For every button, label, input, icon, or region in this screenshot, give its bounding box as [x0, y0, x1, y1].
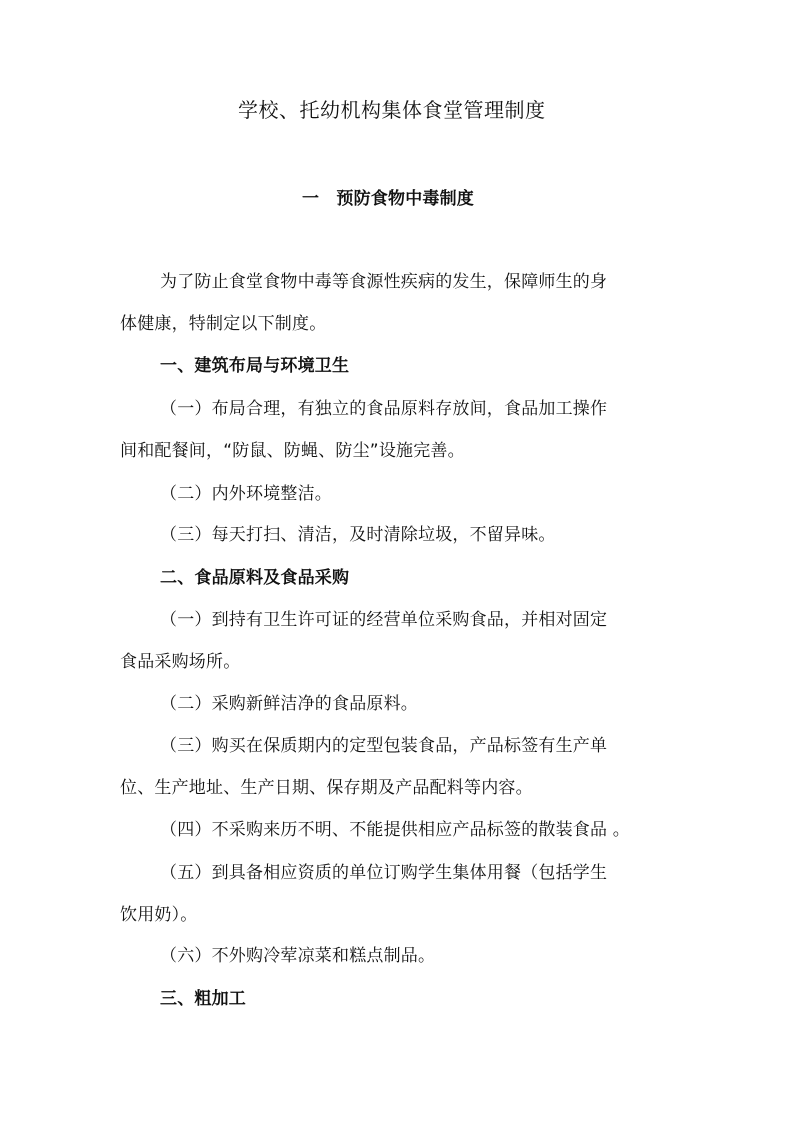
part2-item2: （二）采购新鲜洁净的食品原料。 — [160, 694, 418, 714]
part2-heading: 二、食品原料及食品采购 — [160, 568, 350, 588]
part1-item3: （三）每天打扫、清洁，及时清除垃圾，不留异味。 — [160, 525, 556, 545]
part1-item2: （二）内外环境整洁。 — [160, 484, 332, 504]
intro-line-2: 体健康，特制定以下制度。 — [120, 314, 327, 334]
part2-item5-line2: 饮用奶）。 — [120, 905, 198, 925]
part1-heading: 一、建筑布局与环境卫生 — [160, 356, 350, 376]
part3-heading: 三、粗加工 — [160, 989, 246, 1009]
part2-item3-line1: （三）购买在保质期内的定型包装食品，产品标签有生产单 — [160, 736, 608, 756]
section-heading: 一 预防食物中毒制度 — [302, 189, 474, 209]
part2-item1-line1: （一）到持有卫生许可证的经营单位采购食品，并相对固定 — [160, 610, 608, 630]
part2-item3-line2: 位、生产地址、生产日期、保存期及产品配料等内容。 — [120, 778, 533, 798]
part1-item1-line2: 间和配餐间，“防鼠、防蝇、防尘”设施完善。 — [120, 441, 465, 461]
part1-item1-line1: （一）布局合理，有独立的食品原料存放间，食品加工操作 — [160, 399, 608, 419]
part2-item4: （四）不采购来历不明、不能提供相应产品标签的散装食品 。 — [160, 820, 631, 840]
part2-item5-line1: （五）到具备相应资质的单位订购学生集体用餐（包括学生 — [160, 863, 608, 883]
part2-item1-line2: 食品采购场所。 — [120, 652, 241, 672]
part2-item6: （六）不外购冷荤凉菜和糕点制品。 — [160, 946, 436, 966]
intro-line-1: 为了防止食堂食物中毒等食源性疾病的发生，保障师生的身 — [160, 272, 608, 292]
document-title: 学校、托幼机构集体食堂管理制度 — [238, 98, 546, 122]
